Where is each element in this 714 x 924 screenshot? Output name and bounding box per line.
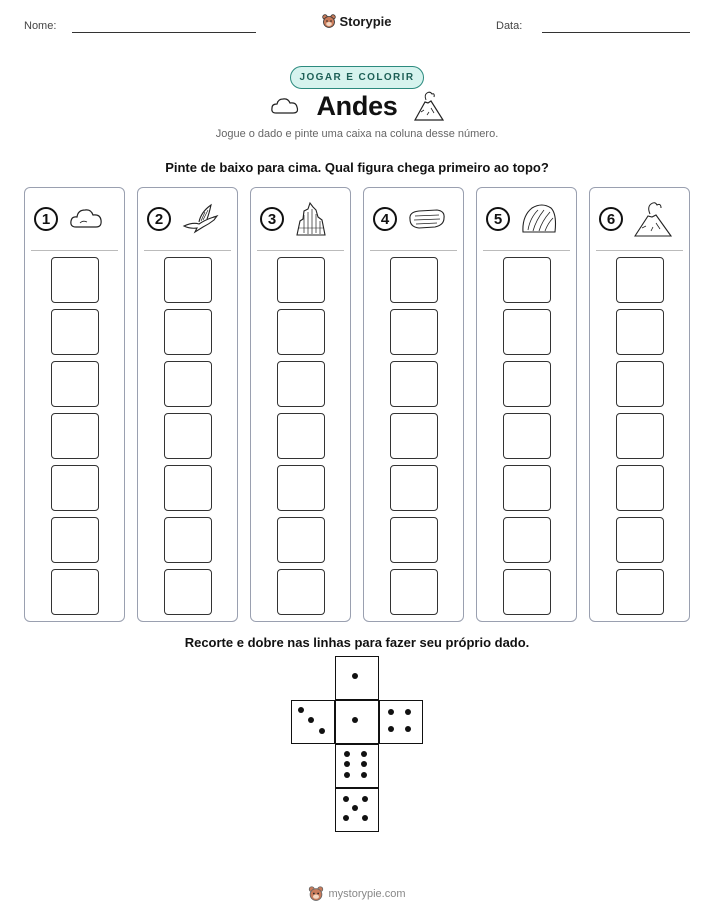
die-instruction: Recorte e dobre nas linhas para fazer seu próprio dado. (184, 635, 530, 650)
column-number: 5 (486, 207, 510, 231)
color-box[interactable] (51, 465, 99, 511)
subtitle: Jogue o dado e pinte uma caixa na coluna desse número. (215, 128, 499, 140)
cloud-icon (270, 95, 300, 117)
color-box[interactable] (277, 413, 325, 459)
die-pip (319, 728, 325, 734)
date-line (542, 32, 690, 33)
instruction-text: Pinte de baixo para cima. Qual figura chega primeiro ao topo? (165, 160, 549, 175)
die-face-1 (335, 656, 379, 700)
brand-logo (0, 14, 714, 34)
column-4 (363, 187, 464, 622)
color-box[interactable] (616, 569, 664, 615)
die-pip (405, 726, 411, 732)
column-divider (257, 250, 344, 251)
die-pip (362, 796, 368, 802)
column-number: 3 (260, 207, 284, 231)
color-box[interactable] (616, 257, 664, 303)
color-box[interactable] (51, 309, 99, 355)
color-box[interactable] (503, 569, 551, 615)
die-pip (388, 709, 394, 715)
badge-container (0, 66, 714, 89)
die-pip (388, 726, 394, 732)
die-pip (344, 751, 350, 757)
column-number: 1 (34, 207, 58, 231)
die-pip (352, 717, 358, 723)
die-pip (308, 717, 314, 723)
volcano-icon (414, 90, 444, 122)
name-label: Nome: (24, 20, 57, 32)
column-divider (144, 250, 231, 251)
color-box[interactable] (51, 257, 99, 303)
column-number: 2 (147, 207, 171, 231)
column-divider (370, 250, 457, 251)
column-divider (596, 250, 683, 251)
color-box[interactable] (164, 309, 212, 355)
color-box[interactable] (277, 569, 325, 615)
color-box[interactable] (277, 257, 325, 303)
color-box[interactable] (51, 569, 99, 615)
castle-rock-icon (294, 201, 328, 237)
die-pip (343, 796, 349, 802)
color-box[interactable] (503, 361, 551, 407)
color-box[interactable] (390, 309, 438, 355)
die-face-1 (335, 700, 379, 744)
color-box[interactable] (51, 361, 99, 407)
die-pip (344, 772, 350, 778)
color-box[interactable] (164, 517, 212, 563)
color-box[interactable] (616, 309, 664, 355)
bear-mascot-icon (308, 886, 324, 902)
color-box[interactable] (616, 361, 664, 407)
die-pip (361, 772, 367, 778)
color-box[interactable] (51, 413, 99, 459)
color-box[interactable] (390, 413, 438, 459)
color-box[interactable] (616, 413, 664, 459)
die-pip (298, 707, 304, 713)
die-pip (352, 673, 358, 679)
category-badge: JOGAR E COLORIR (290, 66, 425, 89)
volcano-icon (633, 199, 673, 239)
date-label: Data: (496, 20, 523, 32)
color-box[interactable] (277, 517, 325, 563)
cloud-icon (68, 205, 104, 233)
column-6 (589, 187, 690, 622)
column-number: 4 (373, 207, 397, 231)
footer-link[interactable]: mystorypie.com (328, 888, 406, 900)
color-box[interactable] (390, 361, 438, 407)
color-box[interactable] (390, 257, 438, 303)
column-number: 6 (599, 207, 623, 231)
die-pip (405, 709, 411, 715)
column-divider (31, 250, 118, 251)
brand-name: Storypie (339, 14, 392, 29)
page-title: Andes (316, 90, 398, 121)
footer (0, 886, 714, 902)
color-box[interactable] (616, 517, 664, 563)
column-5 (476, 187, 577, 622)
flat-stone-icon (407, 206, 447, 232)
die-pip (361, 751, 367, 757)
color-box[interactable] (503, 257, 551, 303)
column-divider (483, 250, 570, 251)
bear-mascot-icon (322, 14, 336, 29)
color-box[interactable] (390, 465, 438, 511)
die-pip (362, 815, 368, 821)
color-box[interactable] (503, 465, 551, 511)
die-face-5 (335, 788, 379, 832)
color-box[interactable] (164, 257, 212, 303)
color-box[interactable] (277, 309, 325, 355)
die-net (291, 656, 425, 836)
column-2 (137, 187, 238, 622)
color-box[interactable] (503, 309, 551, 355)
color-box[interactable] (277, 361, 325, 407)
column-3 (250, 187, 351, 622)
fossil-rock-icon (520, 202, 558, 236)
color-box[interactable] (164, 413, 212, 459)
color-box[interactable] (616, 465, 664, 511)
color-box[interactable] (51, 517, 99, 563)
title-row (0, 90, 714, 122)
condor-icon (181, 202, 221, 236)
die-pip (361, 761, 367, 767)
color-box[interactable] (503, 413, 551, 459)
color-box[interactable] (277, 465, 325, 511)
die-face-3 (291, 700, 335, 744)
die-pip (343, 815, 349, 821)
die-face-4 (379, 700, 423, 744)
die-pip (344, 761, 350, 767)
column-1 (24, 187, 125, 622)
color-box[interactable] (164, 569, 212, 615)
color-box[interactable] (503, 517, 551, 563)
color-box[interactable] (164, 465, 212, 511)
color-box[interactable] (390, 517, 438, 563)
die-pip (352, 805, 358, 811)
die-face-6 (335, 744, 379, 788)
color-box[interactable] (390, 569, 438, 615)
color-box[interactable] (164, 361, 212, 407)
